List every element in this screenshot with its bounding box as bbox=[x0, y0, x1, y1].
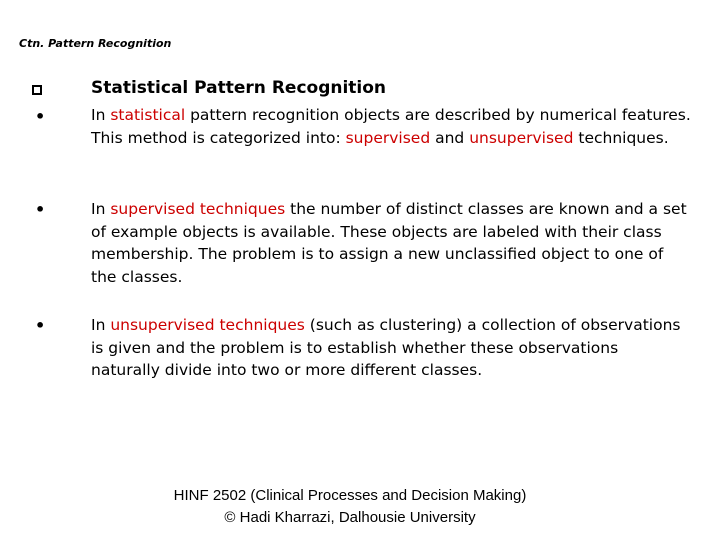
paragraph-supervised bbox=[91, 198, 691, 288]
paragraph-unsupervised bbox=[91, 314, 691, 382]
highlight-term: statistical bbox=[110, 106, 186, 124]
text: In bbox=[91, 316, 111, 334]
highlight-term: supervised bbox=[345, 128, 431, 147]
footer-course: HINF 2502 (Clinical Processes and Decision Making) bbox=[173, 487, 527, 504]
text: (such as clustering) a collection of observations is given and the problem is to establish whether these observations naturally divide into two or more different classes. bbox=[91, 316, 681, 379]
text: techniques. bbox=[573, 128, 669, 147]
bullet-icon: • bbox=[35, 107, 46, 126]
highlight-term: supervised techniques bbox=[110, 200, 286, 218]
text: and bbox=[430, 128, 470, 147]
slide-title: Statistical Pattern Recognition bbox=[91, 78, 387, 98]
footer-copyright: © Hadi Kharrazi, Dalhousie University bbox=[224, 509, 476, 526]
square-bullet-icon bbox=[32, 85, 42, 95]
bullet-icon: • bbox=[35, 200, 46, 219]
text: pattern recognition objects are described by numerical features. This method is categorized into: bbox=[91, 106, 691, 147]
paragraph-statistical bbox=[91, 104, 691, 149]
slide-header: Ctn. Pattern Recognition bbox=[19, 37, 172, 50]
text: In bbox=[91, 106, 111, 124]
bullet-icon: • bbox=[35, 316, 46, 335]
text: the number of distinct classes are known and a set of example objects is available. These objects are labeled with their class membership. The problem is to assign a new unclassified object to one of the classes. bbox=[91, 200, 687, 286]
highlight-term: unsupervised techniques bbox=[110, 316, 305, 334]
slide-footer bbox=[0, 485, 700, 529]
text: In bbox=[91, 200, 111, 218]
highlight-term: unsupervised bbox=[469, 128, 574, 147]
